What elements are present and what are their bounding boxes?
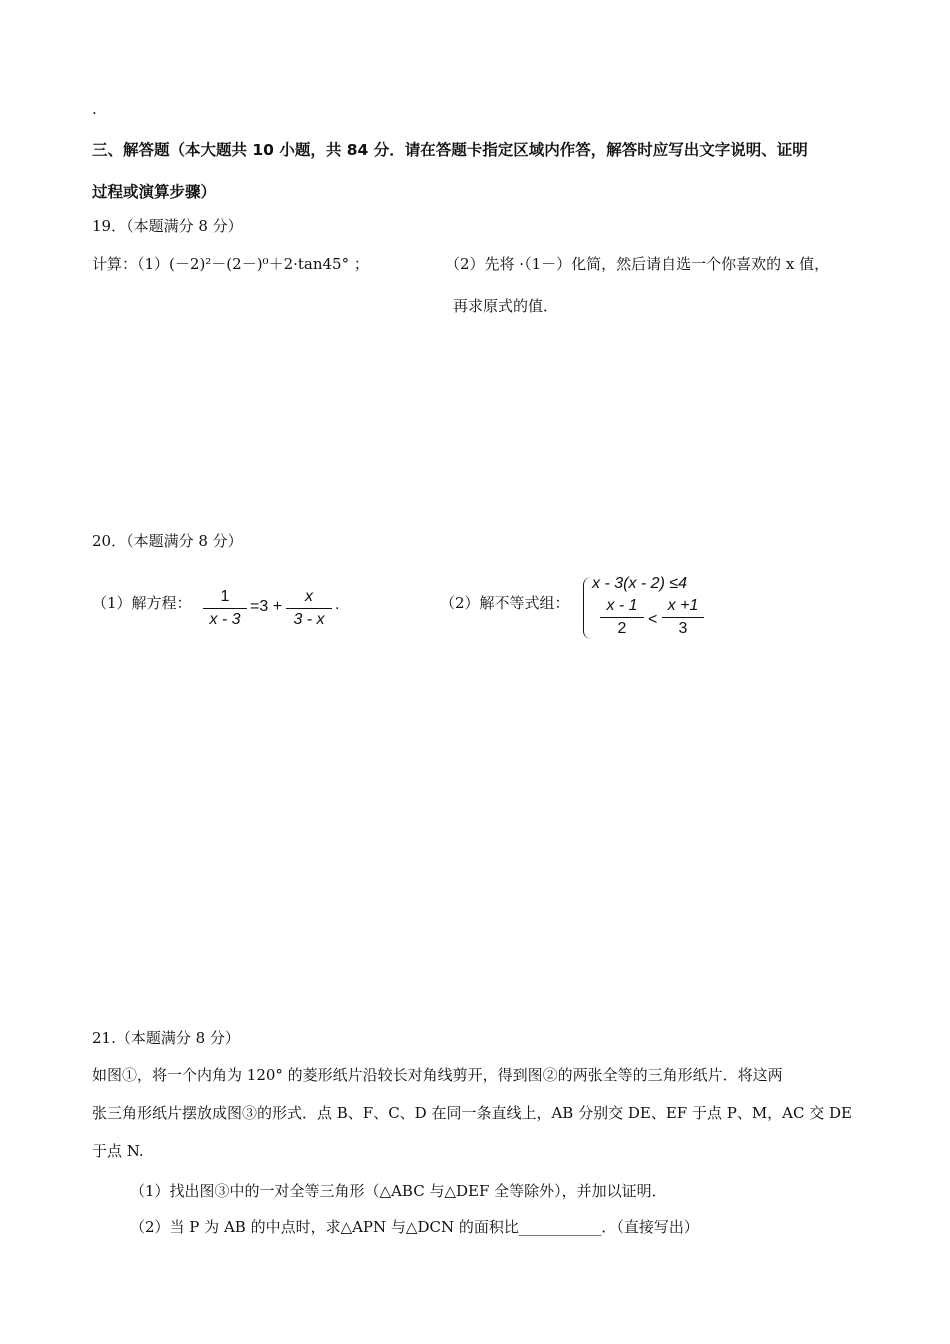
fraction-denominator: x - 3 xyxy=(209,611,241,628)
fraction-denominator: 3 xyxy=(678,620,688,637)
q20-title: 20．（本题满分 8 分） xyxy=(92,532,243,550)
fraction-numerator: 1 xyxy=(220,588,230,605)
q20-part1-label: （1）解方程： xyxy=(92,594,192,612)
fraction-bar xyxy=(600,617,644,618)
q20-inequality-2-fraction-2 xyxy=(662,597,704,638)
q21-line1: 如图①，将一个内角为 120° 的菱形纸片沿较长对角线剪开，得到图②的两张全等的三角形纸片．将这两 xyxy=(92,1066,783,1084)
q20-equation-fraction-1 xyxy=(203,588,247,629)
q19-part2-line1: （2）先将 ·（1－）化简，然后请自选一个你喜欢的 x 值， xyxy=(445,255,830,273)
fraction-numerator: x xyxy=(305,588,313,605)
q20-equation-middle: =3 + xyxy=(250,598,283,615)
fraction-bar xyxy=(662,617,704,618)
q20-equation-end: . xyxy=(335,596,340,613)
q20-equation-fraction-2 xyxy=(286,588,332,629)
section-header-line1: 三、解答题（本大题共 10 小题，共 84 分．请在答题卡指定区域内作答，解答时应写出文字说明、证明 xyxy=(92,141,808,159)
q20-part2-label: （2）解不等式组： xyxy=(440,594,570,612)
q21-line2: 张三角形纸片摆放成图③的形式．点 B、F、C、D 在同一条直线上，AB 分别交 DE、EF 于点 P、M，AC 交 DE xyxy=(92,1104,853,1122)
q20-inequality-1: x - 3(x - 2) ≤4 xyxy=(592,575,688,592)
q19-part1: 计算：（1）(－2)²－(2－)⁰＋2·tan45° ； xyxy=(92,255,369,273)
stray-dot: . xyxy=(92,100,97,118)
q21-sub2: （2）当 P 为 AB 的中点时，求△APN 与△DCN 的面积比___________．（直接写出） xyxy=(130,1218,699,1236)
fraction-bar xyxy=(203,608,247,609)
fraction-denominator: 2 xyxy=(617,620,627,637)
q21-line3: 于点 N. xyxy=(92,1142,144,1160)
q19-title: 19．（本题满分 8 分） xyxy=(92,217,243,235)
q21-sub1: （1）找出图③中的一对全等三角形（△ABC 与△DEF 全等除外），并加以证明． xyxy=(130,1182,667,1200)
fraction-numerator: x +1 xyxy=(667,597,699,614)
fraction-bar xyxy=(286,608,332,609)
q21-title: 21.（本题满分 8 分） xyxy=(92,1029,240,1047)
q19-part2-line2: 再求原式的值． xyxy=(453,297,559,315)
fraction-denominator: 3 - x xyxy=(293,611,325,628)
q20-inequality-2-fraction-1 xyxy=(600,597,644,638)
q20-inequality-2-operator: < xyxy=(648,611,658,628)
fraction-numerator: x - 1 xyxy=(606,597,638,614)
section-header-line2: 过程或演算步骤） xyxy=(92,183,217,201)
